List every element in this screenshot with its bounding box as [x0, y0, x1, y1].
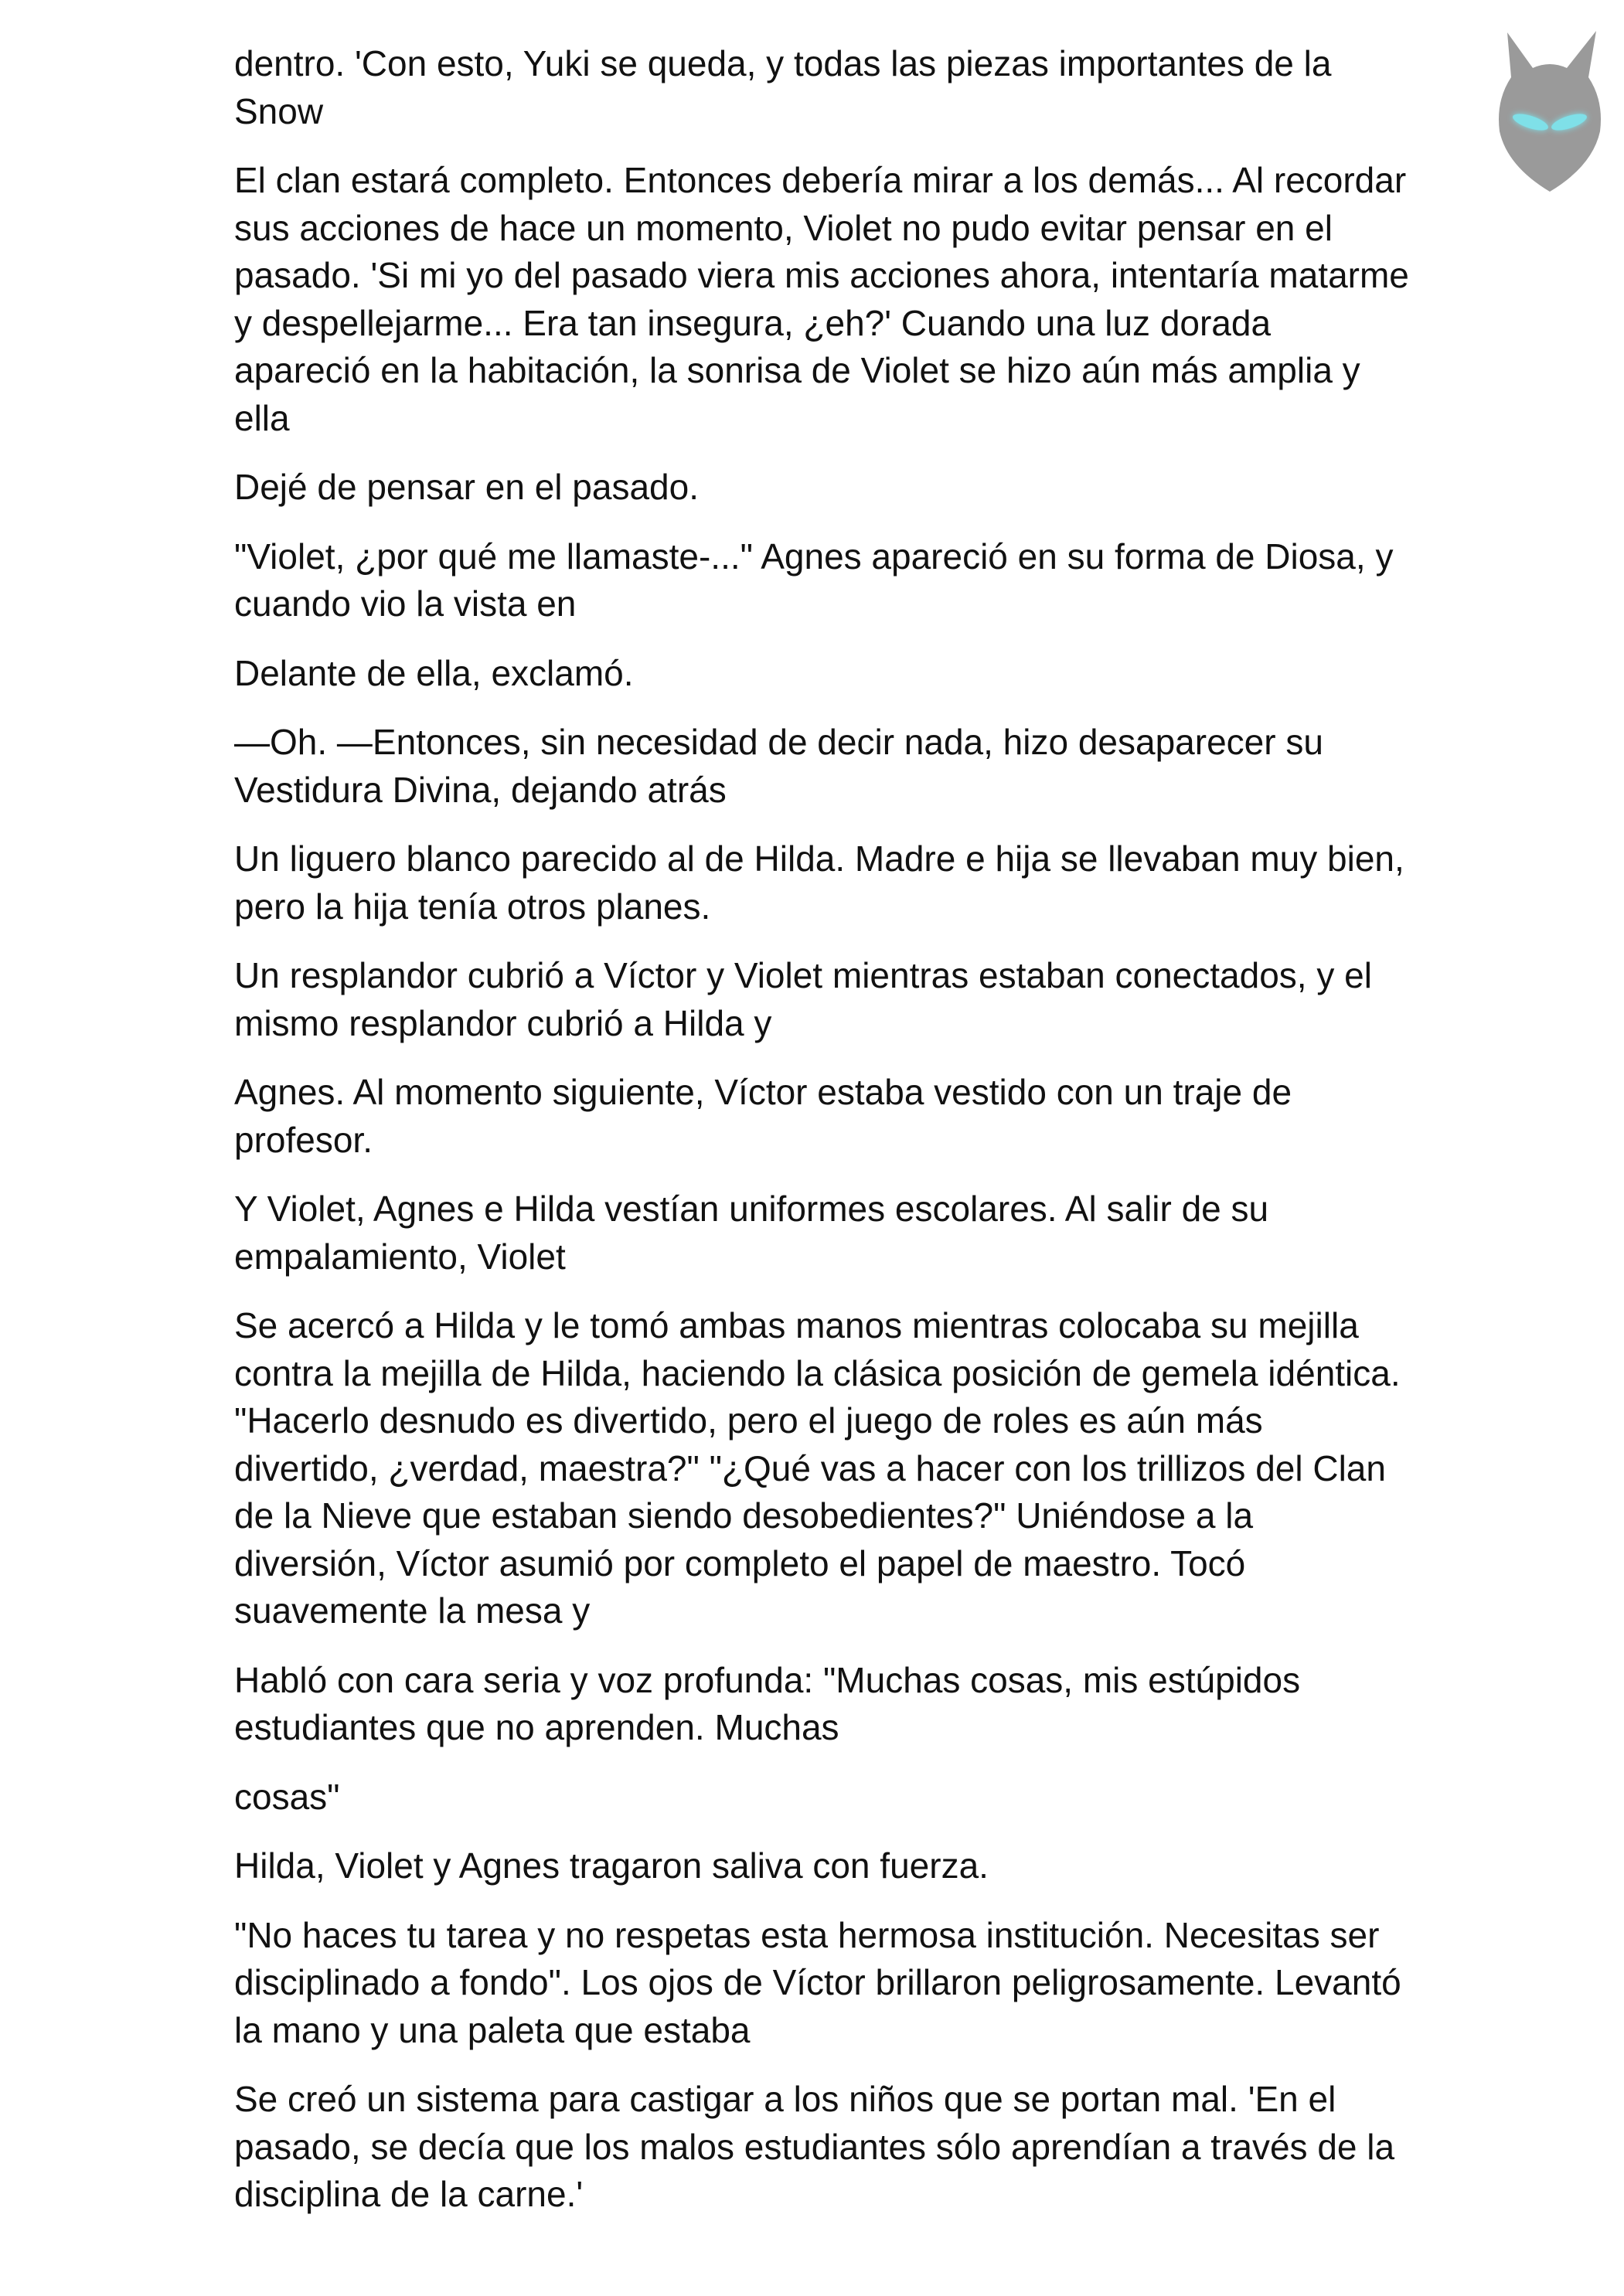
document-body: [234, 40, 1409, 2240]
paragraph-16: Se creó un sistema para castigar a los niños que se portan mal. 'En el pasado, se decía que los malos estudiantes sólo aprendían a través de la disciplina de la carne.': [234, 2079, 1395, 2214]
paragraph-10: Y Violet, Agnes e Hilda vestían uniformes escolares. Al salir de su empalamiento, Violet: [234, 1189, 1269, 1277]
paragraph-15: "No haces tu tarea y no respetas esta hermosa institución. Necesitas ser disciplinado a fondo". Los ojos de Víctor brillaron peligrosamente. Levantó la mano y una paleta que estaba: [234, 1914, 1401, 2050]
paragraph-13: cosas": [234, 1776, 340, 1817]
paragraph-12: Habló con cara seria y voz profunda: "Muchas cosas, mis estúpidos estudiantes que no aprenden. Muchas: [234, 1659, 1301, 1747]
paragraph-6: —Oh. —Entonces, sin necesidad de decir nada, hizo desaparecer su Vestidura Divina, dejando atrás: [234, 722, 1323, 810]
paragraph-9: Agnes. Al momento siguiente, Víctor estaba vestido con un traje de profesor.: [234, 1072, 1292, 1160]
demon-head-icon: [1472, 23, 1624, 201]
logo-head-shape: [1499, 31, 1601, 192]
paragraph-8: Un resplandor cubrió a Víctor y Violet mientras estaban conectados, y el mismo resplandor cubrió a Hilda y: [234, 955, 1372, 1043]
paragraph-14: Hilda, Violet y Agnes tragaron saliva con fuerza.: [234, 1845, 989, 1886]
paragraph-2: El clan estará completo. Entonces debería mirar a los demás... Al recordar sus acciones de hace un momento, Violet no pudo evitar pensar en el pasado. 'Si mi yo del pasado viera mis acciones ahora, intentaría matarme y despellejarme... Era tan insegura, ¿eh?' Cuando una luz dorada apareció en la habitación, la sonrisa de Violet se hizo aún más amplia y ella: [234, 160, 1409, 438]
paragraph-1: dentro. 'Con esto, Yuki se queda, y todas las piezas importantes de la Snow: [234, 43, 1332, 131]
paragraph-7: Un liguero blanco parecido al de Hilda. Madre e hija se llevaban muy bien, pero la hija tenía otros planes.: [234, 838, 1404, 927]
paragraph-5: Delante de ella, exclamó.: [234, 652, 634, 693]
paragraph-3: Dejé de pensar en el pasado.: [234, 467, 699, 507]
paragraph-11: Se acercó a Hilda y le tomó ambas manos mientras colocaba su mejilla contra la mejilla de Hilda, haciendo la clásica posición de gemela idéntica. "Hacerlo desnudo es divertido, pero el juego de roles es aún más divertido, ¿verdad, maestra?" "¿Qué vas a hacer con los trillizos del Clan de la Nieve que estaban siendo desobedientes?" Uniéndose a la diversión, Víctor asumió por completo el papel de maestro. Tocó suavemente la mesa y: [234, 1305, 1401, 1631]
paragraph-4: "Violet, ¿por qué me llamaste-..." Agnes apareció en su forma de Diosa, y cuando vio la vista en: [234, 536, 1394, 624]
